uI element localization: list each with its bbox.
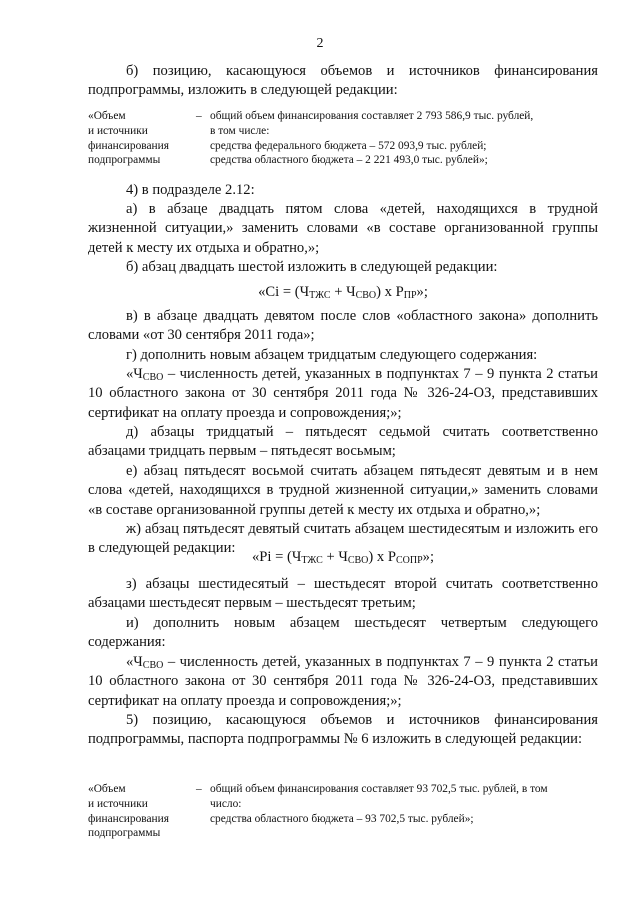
financing-table-1 — [88, 109, 600, 169]
table-2-dash: – — [196, 783, 202, 795]
chsvo-2-part: «Ч — [126, 654, 143, 670]
paragraph-v: в) в абзаце двадцать девятом после слов «областного закона» дополнить словами «от 30 сентября 2011 года»; — [88, 308, 598, 344]
paragraph-chsvo-2 — [88, 653, 598, 711]
table-2-left-line: подпрограммы — [88, 827, 161, 840]
formula-ci — [88, 282, 598, 302]
table-2-left-column — [88, 782, 198, 841]
formula-pi-part: + Ч — [322, 549, 348, 565]
paragraph-e: е) абзац пятьдесят восьмой считать абзацем пятьдесят девятым и в нем слова «детей, находящихся в трудной жизненной ситуации,» заменить словами «в составе организованной группы детей к месту их отдыха и обратно,»; — [88, 463, 598, 518]
formula-pi-sub: СОПР — [395, 555, 423, 566]
paragraph-b-position: б) позицию, касающуюся объемов и источников финансирования подпрограммы, изложить в следующей редакции: — [88, 63, 598, 99]
table-2-right-line: средства областного бюджета – 93 702,5 тыс. рублей»; — [210, 812, 474, 825]
formula-pi-part: «Pi = (Ч — [251, 549, 302, 565]
table-2-right-line: общий объем финансирования составляет 93 702,5 тыс. рублей, в том — [210, 783, 548, 795]
paragraph-5-position: 5) позицию, касающуюся объемов и источников финансирования подпрограммы, паспорта подпрограммы № 6 изложить в следующей редакции: — [88, 712, 598, 748]
table-1-dash: – — [196, 110, 202, 122]
formula-ci-sub: ПР — [403, 290, 417, 301]
paragraph-chsvo-1 — [88, 365, 598, 423]
paragraph-b-abzac: б) абзац двадцать шестой изложить в следующей редакции: — [126, 259, 498, 275]
table-1-right-line: в том числе: — [210, 124, 270, 137]
formula-ci-part: «Ci = (Ч — [258, 284, 310, 300]
table-1-right-line: средства областного бюджета – 2 221 493,0 тыс. рублей»; — [210, 154, 488, 167]
table-2-right-column — [210, 782, 598, 826]
paragraph-a: а) в абзаце двадцать пятом слова «детей, находящихся в трудной жизненной ситуации,» заменить словами «в составе организованной группы детей к месту их отдыха и обратно,»; — [88, 201, 598, 256]
chsvo-1-part: – численность детей, указанных в подпунктах 7 – 9 пункта 2 статьи 10 областного закона от 30 сентября 2011 года № 326-24-ОЗ, представивших сертификат на оплату проезда и сопровождения;»; — [88, 366, 598, 421]
table-1-right-line: общий объем финансирования составляет 2 793 586,9 тыс. рублей, — [210, 110, 534, 122]
table-1-left-line: «Объем — [88, 110, 126, 122]
formula-ci-sub: СВО — [355, 290, 377, 301]
table-1-right-line: средства федерального бюджета – 572 093,9 тыс. рублей; — [210, 139, 487, 152]
formula-ci-part: ) х Р — [376, 284, 404, 300]
paragraph-zh: ж) абзац пятьдесят девятый считать абзацем шестидесятым и изложить его в следующей редакции: — [88, 521, 598, 557]
table-1-left-line: подпрограммы — [88, 154, 161, 167]
chsvo-2-part: – численность детей, указанных в подпунктах 7 – 9 пункта 2 статьи 10 областного закона от 30 сентября 2011 года № 326-24-ОЗ, представивших сертификат на оплату проезда и сопровождения;»; — [88, 654, 598, 709]
paragraph-g: г) дополнить новым абзацем тридцатым следующего содержания: — [126, 347, 538, 363]
paragraph-4-subsection: 4) в подразделе 2.12: — [126, 182, 255, 198]
chsvo-2-sub: СВО — [142, 660, 164, 671]
table-1-left-line: и источники — [88, 124, 148, 137]
page-number: 2 — [316, 36, 324, 51]
chsvo-1-part: «Ч — [126, 366, 143, 382]
table-2-left-line: финансирования — [88, 812, 169, 825]
table-2-right-line: число: — [210, 797, 242, 810]
paragraph-d: д) абзацы тридцатый – пятьдесят седьмой считать соответственно абзацами тридцать первым – пятьдесят восьмым; — [88, 424, 598, 460]
formula-pi-part: »; — [422, 549, 435, 565]
chsvo-1-sub: СВО — [142, 372, 164, 383]
formula-pi-sub: СВО — [347, 555, 369, 566]
paragraph-i: и) дополнить новым абзацем шестьдесят четвертым следующего содержания: — [88, 615, 598, 651]
formula-pi-part: ) х Р — [368, 549, 396, 565]
paragraph-z: з) абзацы шестидесятый – шестьдесят второй считать соответственно абзацами шестьдесят первым – шестьдесят третьим; — [88, 576, 598, 612]
table-2-left-line: и источники — [88, 797, 148, 810]
financing-table-2 — [88, 782, 600, 842]
table-1-left-line: финансирования — [88, 139, 169, 152]
table-2-left-line: «Объем — [88, 783, 126, 795]
formula-pi — [88, 547, 598, 567]
formula-ci-sub: ТЖС — [309, 290, 331, 301]
formula-ci-part: »; — [416, 284, 428, 300]
formula-pi-sub: ТЖС — [301, 555, 323, 566]
formula-ci-part: + Ч — [330, 284, 356, 300]
table-1-left-column — [88, 109, 198, 168]
table-1-right-column — [210, 109, 598, 168]
